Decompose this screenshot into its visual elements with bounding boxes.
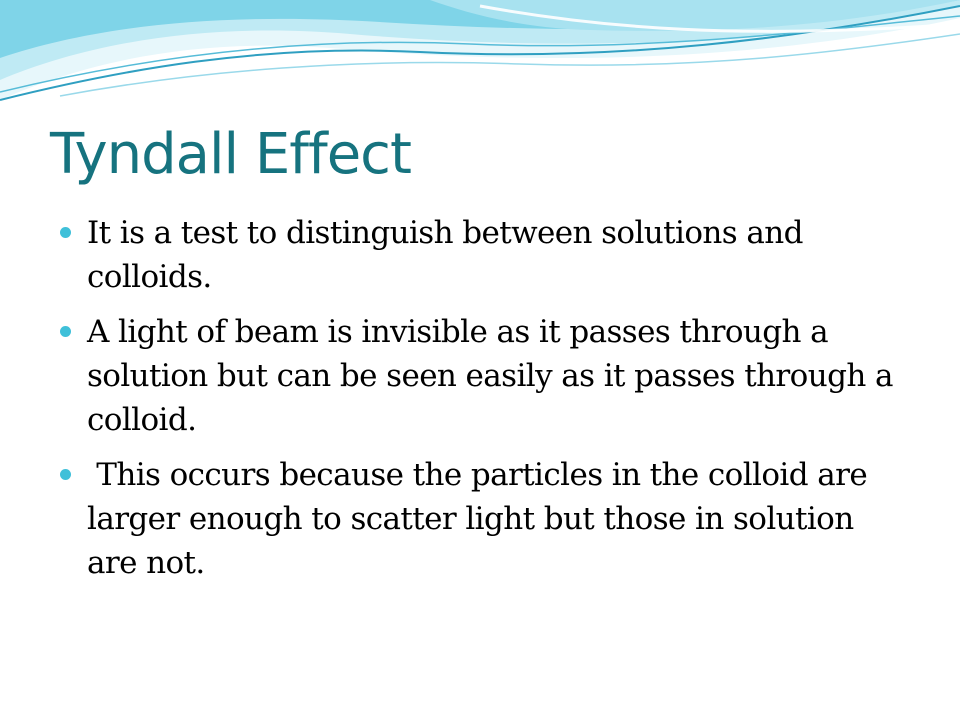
slide-title: Tyndall Effect: [50, 122, 411, 187]
bullet-list: [60, 211, 910, 596]
bullet-item: [60, 453, 910, 585]
bullet-item: [60, 211, 910, 299]
bullet-dot-icon: [60, 469, 71, 480]
bullet-item: [60, 310, 910, 442]
bullet-text: This occurs because the particles in the colloid are larger enough to scatter light but those in solution are not.: [87, 457, 877, 581]
bullet-text: A light of beam is invisible as it passes through a solution but can be seen easily as it passes through a colloid.: [87, 314, 903, 438]
bullet-dot-icon: [60, 227, 71, 238]
bullet-dot-icon: [60, 326, 71, 337]
wave-header-decoration: [0, 0, 960, 120]
bullet-text: It is a test to distinguish between solutions and colloids.: [87, 215, 813, 295]
